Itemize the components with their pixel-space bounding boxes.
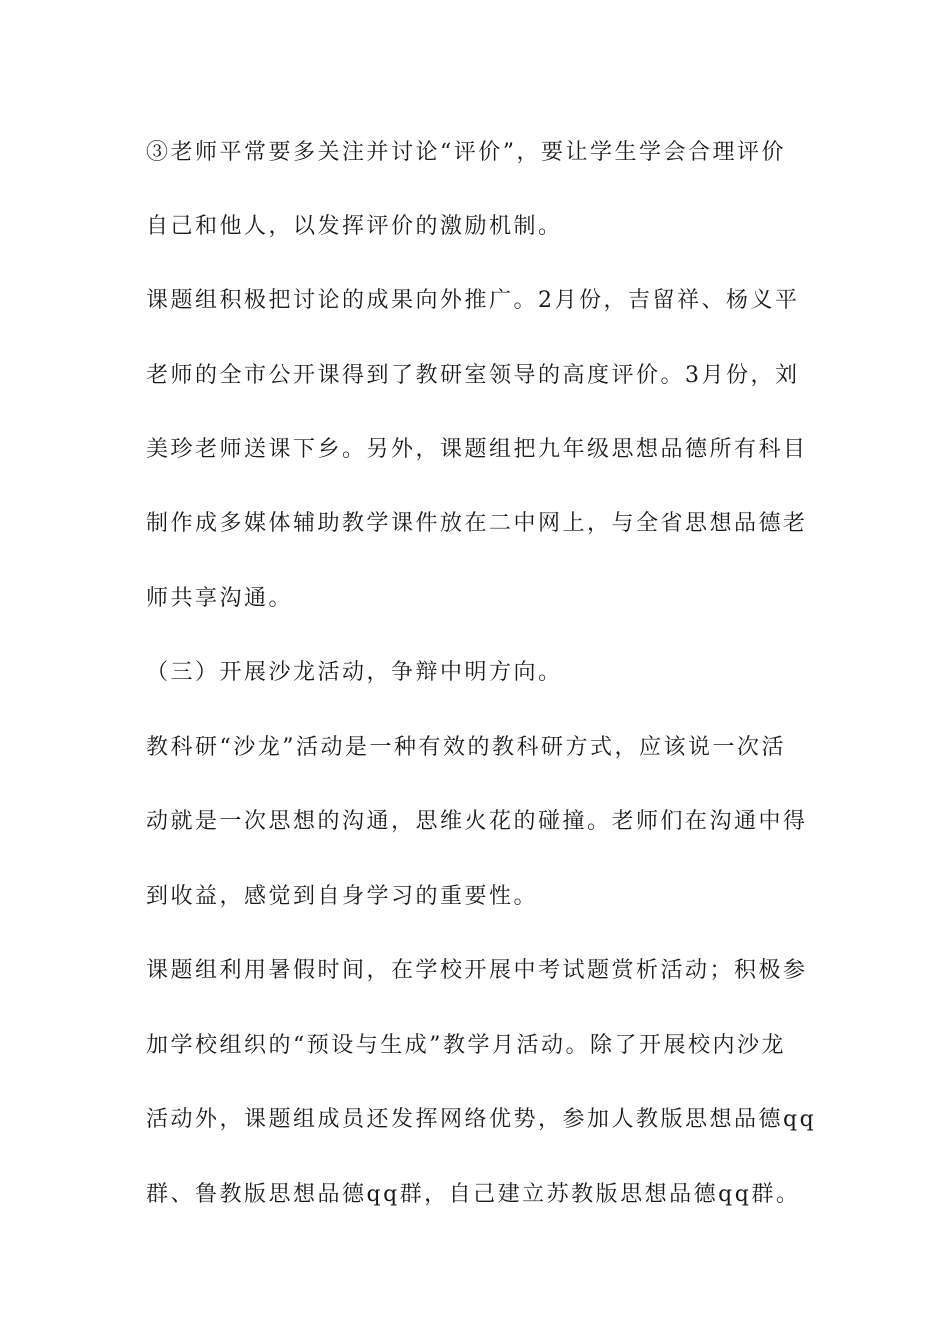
text-line: 课题组利用暑假时间，在学校开展中考试题赏析活动；积极参 bbox=[146, 958, 808, 983]
section-heading: （三）开展沙龙活动，争辩中明方向。 bbox=[146, 660, 563, 685]
text-line: 课题组积极把讨论的成果向外推广。2月份，吉留祥、杨义平 bbox=[146, 288, 800, 313]
text-line: ③老师平常要多关注并讨论“评价”，要让学生学会合理评价 bbox=[146, 140, 786, 165]
text-line: 活动外，课题组成员还发挥网络优势，参加人教版思想品德qq bbox=[146, 1107, 817, 1132]
text-line: 群、鲁教版思想品德qq群，自己建立苏教版思想品德qq群。 bbox=[146, 1182, 801, 1207]
text-line: 到收益，感觉到自身学习的重要性。 bbox=[146, 884, 539, 909]
text-line: 制作成多媒体辅助教学课件放在二中网上，与全省思想品德老 bbox=[146, 511, 808, 536]
text-line: 动就是一次思想的沟通，思维火花的碰撞。老师们在沟通中得 bbox=[146, 809, 808, 834]
text-line: 加学校组织的“预设与生成”教学月活动。除了开展校内沙龙 bbox=[146, 1033, 786, 1058]
text-line: 师共享沟通。 bbox=[146, 586, 294, 611]
text-line: 老师的全市公开课得到了教研室领导的高度评价。3月份，刘 bbox=[146, 363, 800, 388]
text-line: 教科研“沙龙”活动是一种有效的教科研方式，应该说一次活 bbox=[146, 735, 786, 760]
text-line: 美珍老师送课下乡。另外，课题组把九年级思想品德所有科目 bbox=[146, 437, 808, 462]
text-line: 自己和他人，以发挥评价的激励机制。 bbox=[146, 214, 563, 239]
